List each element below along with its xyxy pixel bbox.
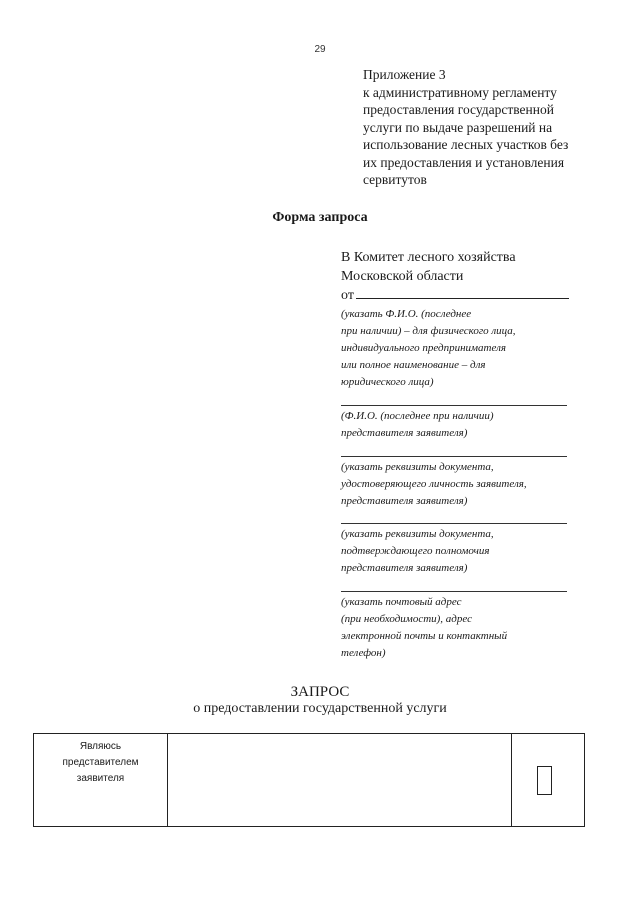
representative-checkbox[interactable] (537, 766, 552, 795)
hint-line: электронной почты и контактный (341, 630, 508, 642)
request-subtitle: о предоставлении государственной услуги (193, 701, 447, 716)
checkbox-cell (512, 734, 584, 826)
form-title: Форма запроса (272, 210, 368, 225)
appendix-line: предоставления государственной (363, 102, 554, 117)
representative-status-label (34, 734, 168, 826)
applicant-name-field[interactable] (356, 286, 569, 299)
addressee-line: Московской области (341, 268, 464, 284)
addressee-block (341, 249, 581, 306)
appendix-line: услуги по выдаче разрешений на (363, 119, 553, 135)
from-label: от (341, 288, 354, 303)
hint-line: представителя заявителя) (341, 427, 468, 439)
page-number: 29 (314, 44, 326, 55)
addressee-line: В Комитет лесного хозяйства (341, 250, 516, 265)
representative-hint (341, 408, 581, 442)
appendix-header (363, 66, 623, 189)
hint-line: юридического лица) (341, 376, 434, 388)
representative-details-cell[interactable] (168, 734, 512, 826)
hint-line: (при необходимости), адрес (341, 613, 472, 625)
request-title: ЗАПРОС (290, 684, 350, 700)
identity-document-hint (341, 459, 581, 510)
representative-name-field[interactable] (341, 405, 567, 406)
authority-document-field[interactable] (341, 523, 567, 524)
hint-line: удостоверяющего личность заявителя, (341, 478, 527, 490)
hint-line: (указать реквизиты документа, (341, 528, 494, 540)
label-line: представителем (62, 757, 139, 768)
hint-line: подтверждающего полномочия (341, 545, 490, 557)
hint-line: (указать реквизиты документа, (341, 461, 494, 473)
appendix-line: сервитутов (363, 172, 427, 187)
hint-line: (Ф.И.О. (последнее при наличии) (341, 410, 494, 422)
contacts-hint (341, 594, 581, 662)
appendix-line: к административному регламенту (363, 84, 557, 100)
appendix-line: использование лесных участков без (363, 137, 569, 152)
hint-line: при наличии) – для физического лица, (341, 325, 516, 337)
contacts-field[interactable] (341, 591, 567, 592)
request-table (33, 733, 585, 827)
appendix-line: их предоставления и установления (363, 154, 565, 170)
hint-line: индивидуального предпринимателя (341, 342, 507, 354)
identity-document-field[interactable] (341, 456, 567, 457)
hint-line: телефон) (341, 647, 386, 659)
hint-line: представителя заявителя) (341, 562, 468, 574)
from-row (341, 286, 581, 306)
label-line: заявителя (76, 773, 125, 784)
hint-line: или полное наименование – для (341, 359, 486, 371)
applicant-hint (341, 306, 581, 391)
hint-line: (указать Ф.И.О. (последнее (341, 308, 472, 320)
appendix-line: Приложение 3 (363, 67, 446, 82)
hint-line: представителя заявителя) (341, 495, 468, 507)
label-line: Являюсь (79, 741, 122, 752)
hint-line: (указать почтовый адрес (341, 596, 462, 608)
authority-document-hint (341, 526, 581, 577)
